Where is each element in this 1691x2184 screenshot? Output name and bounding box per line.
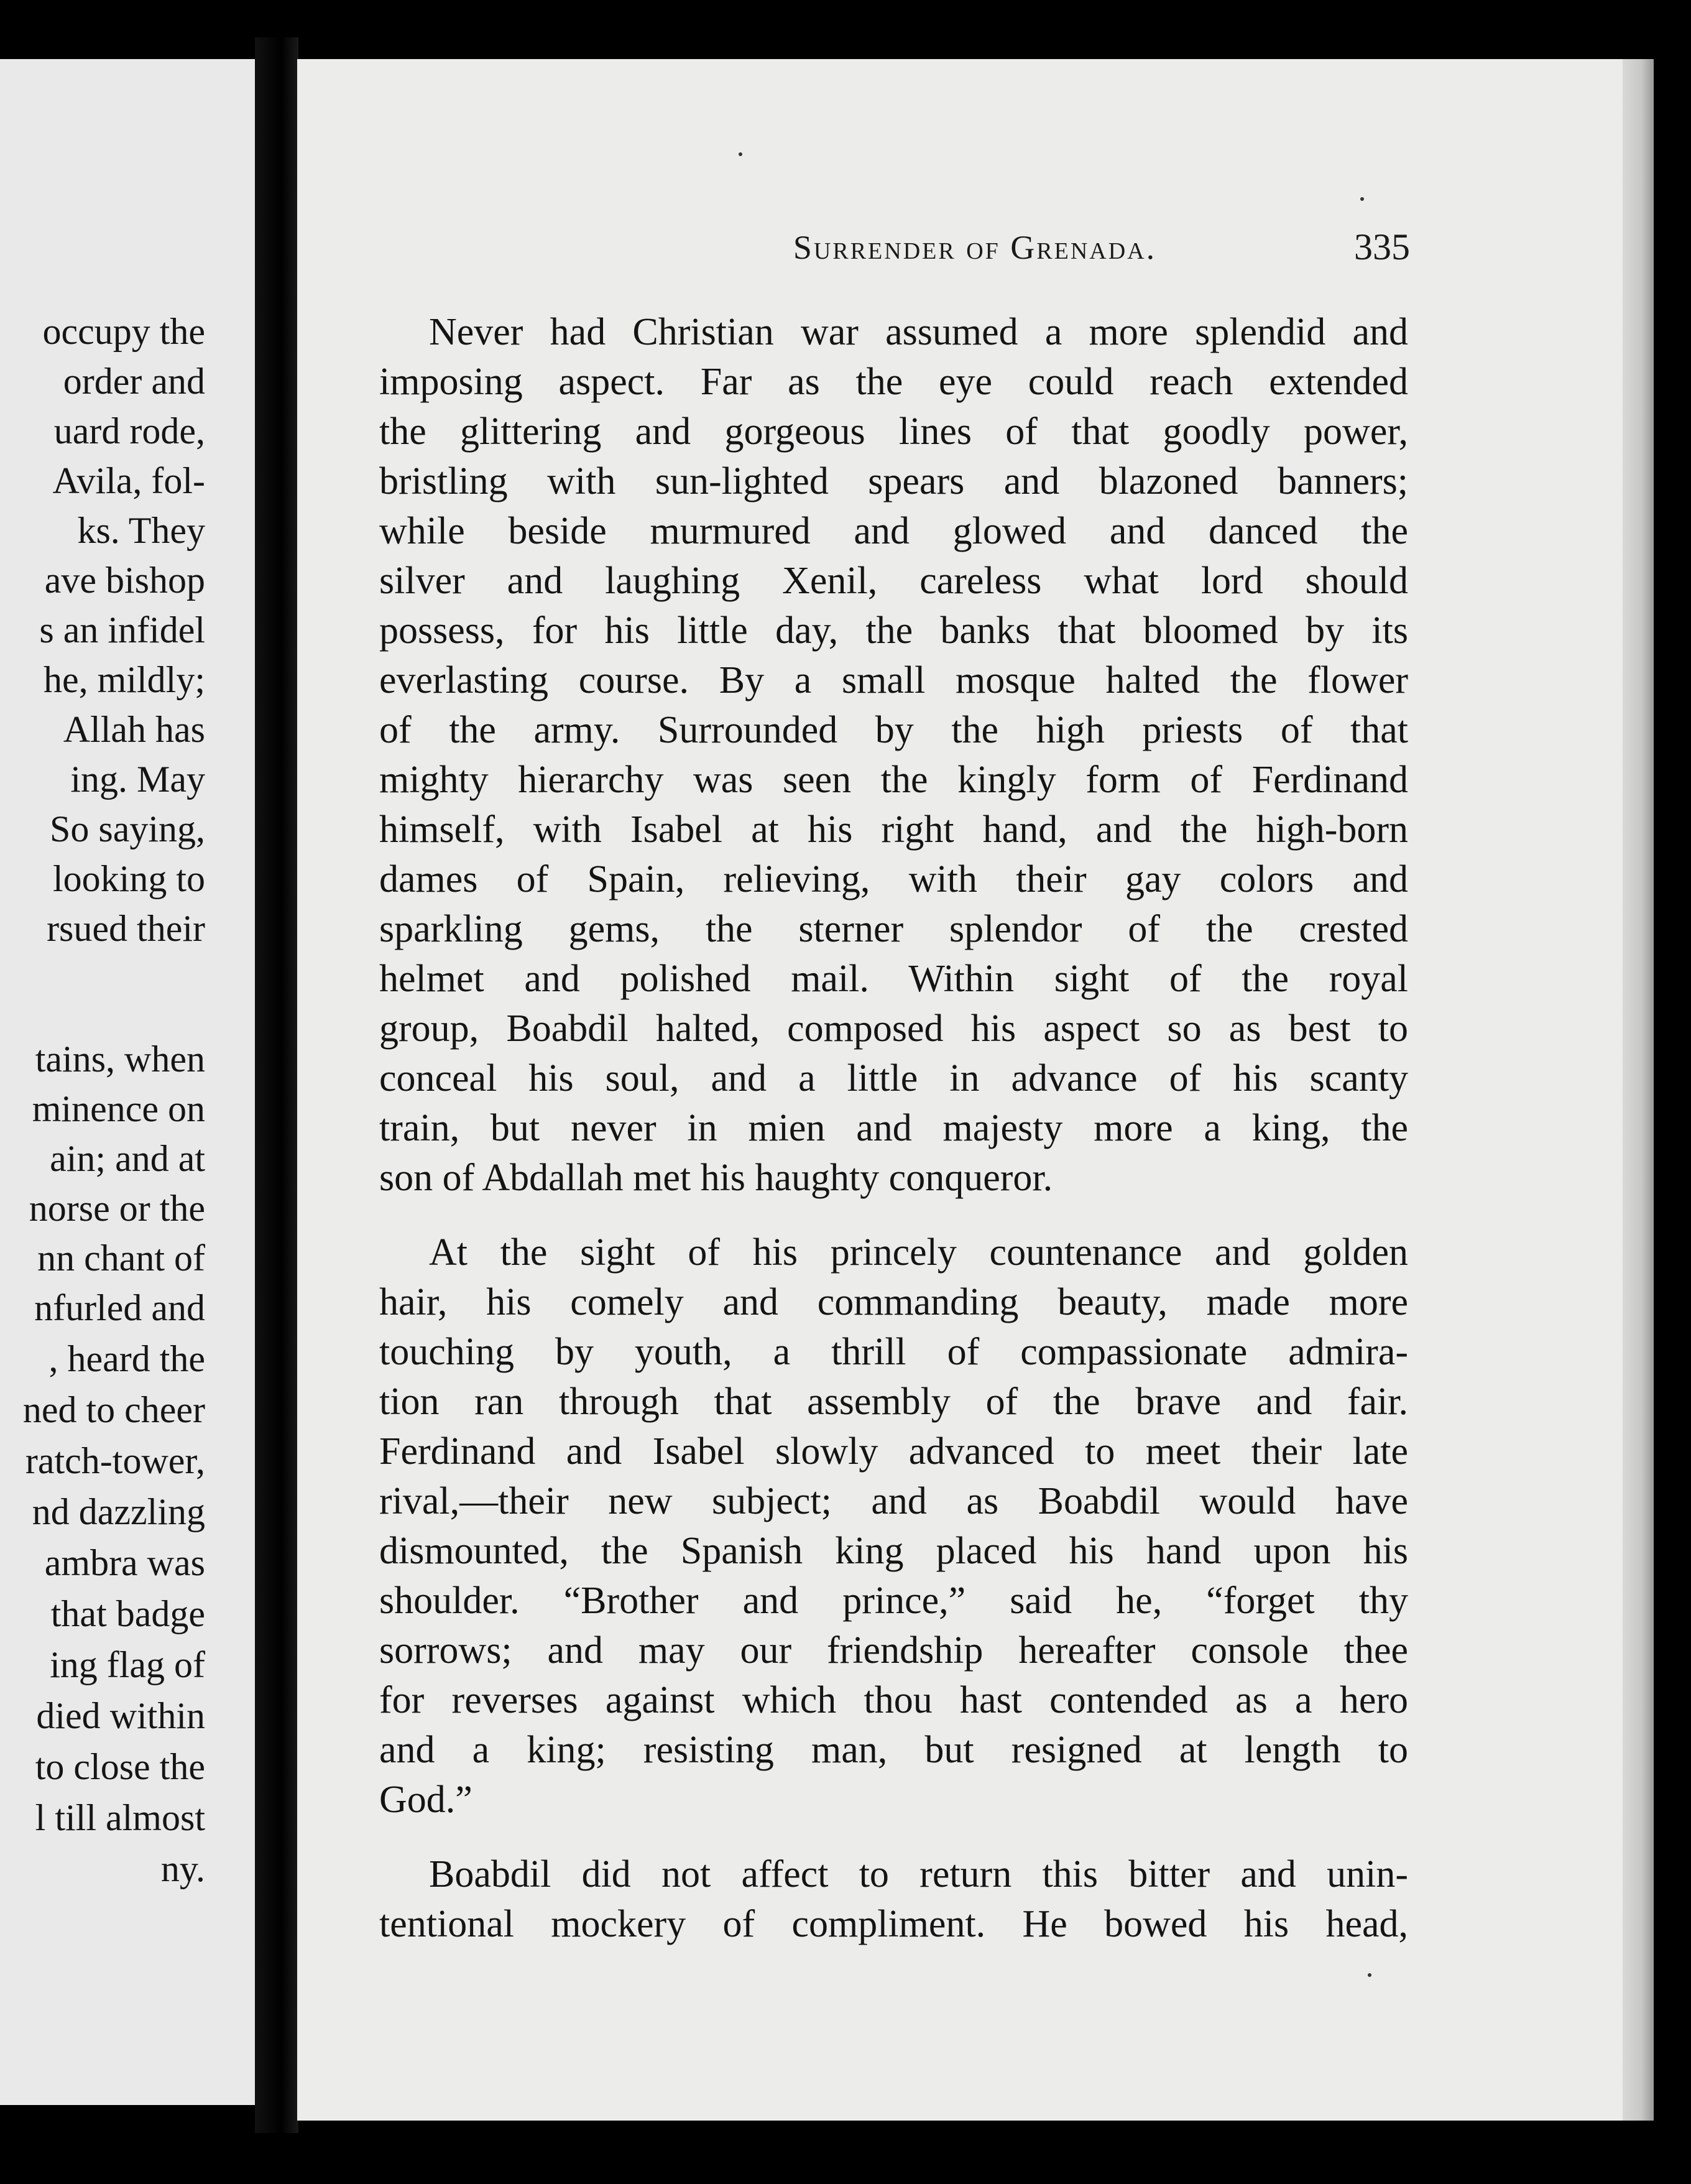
scan-speck: [1360, 197, 1364, 201]
left-line: occupy the: [42, 311, 205, 352]
text-line: and a king; resisting man, but resigned at length to: [379, 1729, 1408, 1771]
left-line: , heard the: [48, 1338, 205, 1379]
left-line: ratch-tower,: [25, 1440, 205, 1481]
left-line: ain; and at: [50, 1138, 205, 1179]
text-line: while beside murmured and glowed and danced the: [379, 510, 1408, 552]
page-number: 335: [1354, 226, 1410, 267]
text-line: touching by youth, a thrill of compassionate admira-: [379, 1331, 1408, 1373]
text-line: hair, his comely and commanding beauty, made more: [379, 1281, 1408, 1323]
left-line: died within: [36, 1695, 205, 1736]
scan-speck: [739, 152, 742, 156]
scan-speck: [1368, 1973, 1371, 1977]
text-line: dames of Spain, relieving, with their gay colors and: [379, 858, 1408, 900]
left-line: looking to: [52, 858, 205, 899]
left-line: to close the: [35, 1746, 205, 1787]
text-line: of the army. Surrounded by the high priests of that: [379, 709, 1408, 751]
text-line: Boabdil did not affect to return this bitter and unin-: [429, 1853, 1408, 1895]
text-line: rival,—their new subject; and as Boabdil would have: [379, 1480, 1408, 1522]
text-line: train, but never in mien and majesty more a king, the: [379, 1107, 1408, 1149]
left-line: nd dazzling: [32, 1491, 205, 1532]
text-line: possess, for his little day, the banks that bloomed by its: [379, 609, 1408, 652]
text-line: group, Boabdil halted, composed his aspect so as best to: [379, 1007, 1408, 1050]
text-line: mighty hierarchy was seen the kingly form of Ferdinand: [379, 759, 1408, 801]
text-line: Never had Christian war assumed a more splendid and: [429, 311, 1408, 353]
page-edge-shadow: [1623, 59, 1654, 2121]
left-line: ambra was: [44, 1542, 205, 1583]
left-line: ned to cheer: [22, 1389, 205, 1430]
text-line: At the sight of his princely countenance and golden: [429, 1231, 1408, 1274]
text-line: tion ran through that assembly of the brave and fair.: [379, 1381, 1408, 1423]
left-line: Allah has: [63, 709, 205, 750]
previous-page-fragment: [0, 59, 255, 2105]
text-line: conceal his soul, and a little in advance of his scanty: [379, 1057, 1408, 1099]
text-line: son of Abdallah met his haughty conqueror.: [379, 1157, 1053, 1199]
text-line: God.”: [379, 1779, 472, 1821]
text-line: bristling with sun-lighted spears and blazoned banners;: [379, 460, 1408, 502]
text-line: imposing aspect. Far as the eye could reach extended: [379, 361, 1408, 403]
left-line: ing flag of: [50, 1644, 205, 1685]
text-line: silver and laughing Xenil, careless what lord should: [379, 560, 1408, 602]
left-line: minence on: [32, 1088, 205, 1129]
left-line: rsued their: [47, 908, 205, 949]
left-line: ny.: [160, 1848, 205, 1889]
text-line: Ferdinand and Isabel slowly advanced to meet their late: [379, 1430, 1408, 1473]
text-line: himself, with Isabel at his right hand, and the high-born: [379, 808, 1408, 851]
text-line: sparkling gems, the sterner splendor of the crested: [379, 908, 1408, 950]
book-gutter: [255, 37, 298, 2133]
left-line: order and: [63, 361, 205, 402]
text-line: everlasting course. By a small mosque halted the flower: [379, 659, 1408, 701]
text-line: dismounted, the Spanish king placed his hand upon his: [379, 1530, 1408, 1572]
left-line: that badge: [50, 1593, 205, 1634]
text-line: tentional mockery of compliment. He bowed his head,: [379, 1903, 1408, 1945]
left-line: uard rode,: [53, 410, 205, 451]
left-line: he, mildly;: [44, 659, 205, 700]
text-line: shoulder. “Brother and prince,” said he, “forget thy: [379, 1580, 1408, 1622]
left-line: nfurled and: [34, 1287, 205, 1328]
current-page: [297, 59, 1649, 2121]
left-line: s an infidel: [39, 609, 205, 650]
left-line: Avila, fol-: [52, 460, 205, 501]
left-line: norse or the: [29, 1188, 205, 1229]
body-text: [297, 59, 1649, 2121]
left-line: So saying,: [49, 808, 205, 849]
left-line: tains, when: [35, 1039, 205, 1080]
text-line: sorrows; and may our friendship hereafter console thee: [379, 1629, 1408, 1672]
left-line: ave bishop: [44, 560, 205, 601]
text-line: for reverses against which thou hast contended as a hero: [379, 1679, 1408, 1721]
text-line: the glittering and gorgeous lines of that goodly power,: [379, 410, 1408, 453]
left-line: ing. May: [70, 759, 205, 800]
left-line: ks. They: [77, 510, 205, 551]
left-line: nn chant of: [37, 1238, 205, 1279]
text-line: helmet and polished mail. Within sight of the royal: [379, 958, 1408, 1000]
left-line: l till almost: [35, 1797, 205, 1838]
running-head: Surrender of Grenada.: [793, 229, 1157, 266]
